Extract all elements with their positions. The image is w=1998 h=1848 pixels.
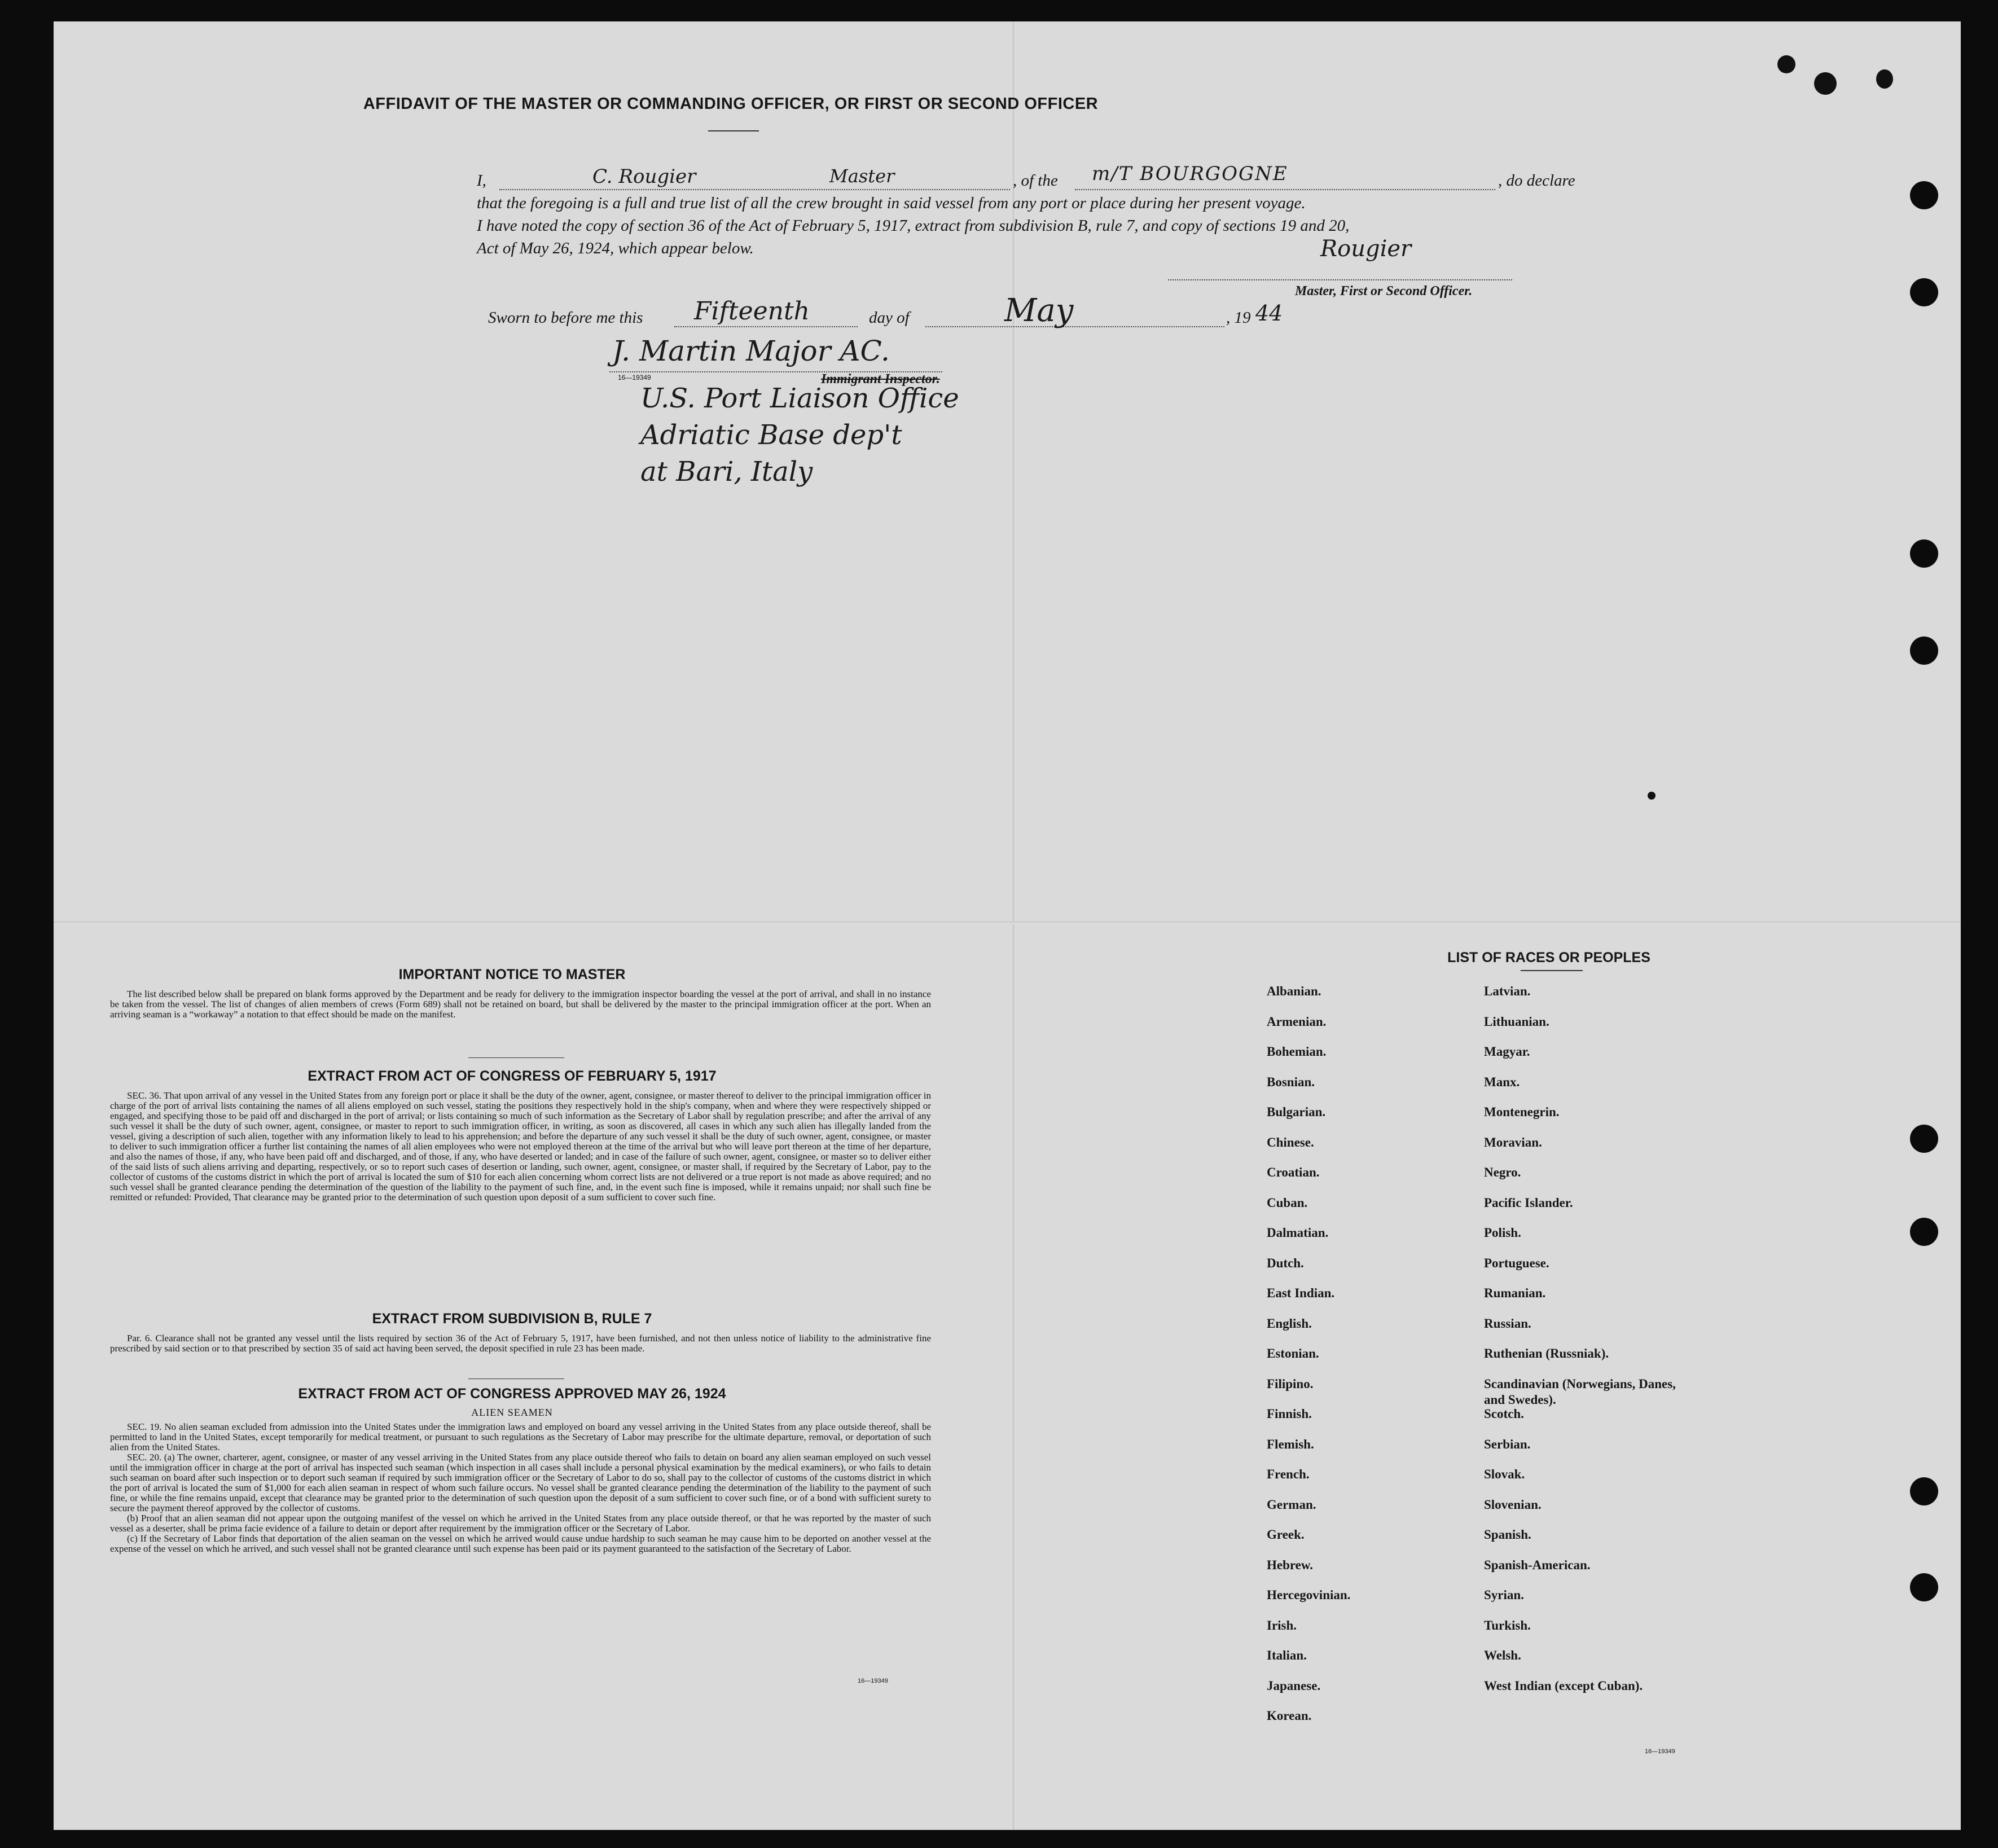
race-item: Italian. bbox=[1267, 1648, 1307, 1662]
races-left-column bbox=[1267, 984, 1350, 1739]
extract-1917-body: SEC. 36. That upon arrival of any vessel in the United States from any foreign port or place it shall be the duty of the owner, agent, consignee, or master thereof to deliver to the principal immigration officer in charge of the port of arrival lists containing the names of all aliens employed on such vessel, stating the positions they respectively hold in the ship's company, when and where they were respectively shipped or engaged, and specifying those to be paid off and discharged in the port of arrival; or lists containing so much of such information as the Secretary of Labor shall by regulation prescribe; and after the arrival of any such vessel it shall be the duty of such owner, agent, consignee, or master to report to such immigration officer, in writing, as soon as discovered, all cases in which any such alien has illegally landed from the vessel, giving a description of such alien, together with any information likely to lead to his apprehension; and before the departure of any such vessel it shall be the duty of such owner, agent, consignee, or master to deliver to such immigration officer a further list containing the names of all alien employees who were not employed thereon at the time of the arrival but who will leave port thereon at the time of her departure, and also the names of those, if any, who have been paid off and discharged, and of those, if any, who have deserted or landed; and in case of the failure of such owner, agent, consignee, or master so to deliver either of the said lists of such aliens arriving and departing, respectively, or so to report such cases of desertion or landing, such owner, agent, consignee, or master shall, if required by the Secretary of Labor, pay to the collector of customs of the customs district in which the port of arrival is located the sum of $10 for each alien concerning whom correct lists are not delivered or a true report is not made as above required; and no such vessel shall be granted clearance pending the determination of the question of the liability to the payment of such fine, and, in the event such fine is imposed, while it remains unpaid; nor shall such fine be remitted or refunded: Provided, That clearance may be granted prior to the determination of such question upon deposit of a sum sufficient to cover such fine. bbox=[110, 1090, 931, 1202]
extract-rule7-title: EXTRACT FROM SUBDIVISION B, RULE 7 bbox=[372, 1311, 652, 1327]
race-item: Scotch. bbox=[1484, 1407, 1524, 1421]
sworn-label: Sworn to before me this bbox=[488, 309, 643, 327]
race-item: Latvian. bbox=[1484, 984, 1531, 998]
extract-1924-title: EXTRACT FROM ACT OF CONGRESS APPROVED MAY 26, 1924 bbox=[298, 1386, 726, 1402]
race-item: Slovak. bbox=[1484, 1467, 1525, 1481]
master-signature: Rougier bbox=[1320, 236, 1412, 262]
of-the-label: , of the bbox=[1013, 172, 1058, 190]
race-item: Spanish-American. bbox=[1484, 1557, 1591, 1572]
affidavit-line-4: Act of May 26, 1924, which appear below. bbox=[477, 239, 754, 257]
race-item: Slovenian. bbox=[1484, 1497, 1542, 1512]
do-declare-label: , do declare bbox=[1498, 172, 1575, 190]
punch-hole bbox=[1910, 1573, 1938, 1601]
ink-blot bbox=[1814, 72, 1837, 95]
punch-hole bbox=[1910, 181, 1938, 209]
inspector-note-line-1: U.S. Port Liaison Office bbox=[640, 383, 959, 414]
extract-rule7-body: Par. 6. Clearance shall not be granted any vessel until the lists required by section 36 of the Act of February 5, 1917, have been furnished, and not then unless notice of liability to the administrative fine prescribed by said section or to that prescribed by section 35 of said act having been served, the deposit specified in rule 23 has been made. bbox=[110, 1333, 931, 1354]
race-item: Russian. bbox=[1484, 1316, 1531, 1331]
race-item: Ruthenian (Russniak). bbox=[1484, 1346, 1609, 1360]
race-item: Bosnian. bbox=[1267, 1074, 1315, 1089]
race-item: Turkish. bbox=[1484, 1618, 1531, 1632]
inspector-caption: Immigrant Inspector. bbox=[821, 372, 940, 387]
race-item: Bulgarian. bbox=[1267, 1105, 1326, 1119]
name-blank bbox=[499, 189, 1010, 190]
day-of-label: day of bbox=[869, 309, 910, 327]
punch-hole bbox=[1910, 1125, 1938, 1153]
month-blank bbox=[925, 326, 1224, 327]
race-item: German. bbox=[1267, 1497, 1316, 1512]
race-item: Estonian. bbox=[1267, 1346, 1319, 1360]
race-item: Scandinavian (Norwegians, Danes, and Swedes). bbox=[1484, 1376, 1676, 1407]
ink-blot bbox=[1876, 69, 1893, 89]
notice-form-number: 16—19349 bbox=[858, 1678, 888, 1684]
race-item: Serbian. bbox=[1484, 1437, 1531, 1451]
vessel-name-handwritten: m/T BOURGOGNE bbox=[1092, 163, 1288, 185]
race-item: Bohemian. bbox=[1267, 1044, 1327, 1059]
punch-hole bbox=[1910, 278, 1938, 306]
punch-hole bbox=[1910, 1477, 1938, 1505]
race-item: Manx. bbox=[1484, 1074, 1520, 1089]
race-item: Welsh. bbox=[1484, 1648, 1521, 1662]
race-item: West Indian (except Cuban). bbox=[1484, 1678, 1643, 1693]
sworn-day-blank bbox=[674, 326, 858, 327]
race-item: Filipino. bbox=[1267, 1376, 1314, 1391]
race-item: Croatian. bbox=[1267, 1165, 1320, 1179]
vessel-blank bbox=[1075, 189, 1495, 190]
race-item: Dalmatian. bbox=[1267, 1226, 1329, 1240]
title-rule bbox=[708, 130, 759, 131]
race-item: Negro. bbox=[1484, 1165, 1521, 1179]
sworn-day-handwritten: Fifteenth bbox=[694, 297, 810, 326]
race-item: Japanese. bbox=[1267, 1678, 1321, 1693]
race-item: Polish. bbox=[1484, 1226, 1521, 1240]
signature-caption: Master, First or Second Officer. bbox=[1295, 284, 1473, 299]
inspector-form-number: 16—19349 bbox=[618, 374, 651, 381]
month-handwritten: May bbox=[1004, 292, 1074, 329]
race-item: Irish. bbox=[1267, 1618, 1297, 1632]
punch-hole bbox=[1910, 637, 1938, 665]
races-title: LIST OF RACES OR PEOPLES bbox=[1447, 950, 1650, 965]
race-item: Lithuanian. bbox=[1484, 1014, 1549, 1029]
race-item: Dutch. bbox=[1267, 1256, 1304, 1270]
rank-handwritten: Master bbox=[829, 165, 895, 187]
fold-crease-horizontal bbox=[54, 921, 1961, 924]
notice-title: IMPORTANT NOTICE TO MASTER bbox=[398, 967, 626, 982]
ink-speck bbox=[1648, 792, 1656, 800]
races-title-rule bbox=[1521, 970, 1583, 971]
race-item: East Indian. bbox=[1267, 1286, 1335, 1300]
inspector-signature: J. Martin Major AC. bbox=[612, 335, 890, 367]
race-item: Korean. bbox=[1267, 1709, 1312, 1723]
race-item: Flemish. bbox=[1267, 1437, 1314, 1451]
race-item: Syrian. bbox=[1484, 1588, 1524, 1602]
affidavit-line-2: that the foregoing is a full and true list of all the crew brought in said vessel from any port or place during her present voyage. bbox=[477, 194, 1306, 212]
affidavit-line-3: I have noted the copy of section 36 of the Act of February 5, 1917, extract from subdivision B, rule 7, and copy of sections 19 and 20, bbox=[477, 217, 1350, 235]
ink-blot bbox=[1777, 55, 1795, 73]
notice-body: The list described below shall be prepared on blank forms approved by the Department and be ready for delivery to the immigration inspector boarding the vessel at the port of arrival, and shall in no instance be taken from the vessel. The list of changes of alien members of crews (Form 689) shall not be retained on board, but shall be delivered by the master to the principal immigration officer at the port. When an arriving seaman is a “workaway” a notation to that effect should be made on the manifest. bbox=[110, 989, 931, 1020]
inspector-note-line-2: Adriatic Base dep't bbox=[640, 419, 902, 451]
race-item: Montenegrin. bbox=[1484, 1105, 1560, 1119]
punch-hole bbox=[1910, 1218, 1938, 1246]
race-item: Rumanian. bbox=[1484, 1286, 1546, 1300]
race-item: Magyar. bbox=[1484, 1044, 1530, 1059]
section-divider bbox=[468, 1057, 564, 1058]
inspector-note-line-3: at Bari, Italy bbox=[640, 456, 813, 488]
race-item: Portuguese. bbox=[1484, 1256, 1549, 1270]
race-item: English. bbox=[1267, 1316, 1312, 1331]
race-item: Hebrew. bbox=[1267, 1557, 1313, 1572]
race-item: French. bbox=[1267, 1467, 1310, 1481]
race-item: Moravian. bbox=[1484, 1135, 1542, 1149]
extract-1917-title: EXTRACT FROM ACT OF CONGRESS OF FEBRUARY 5, 1917 bbox=[308, 1068, 717, 1084]
document-page bbox=[54, 21, 1961, 1830]
races-form-number: 16—19349 bbox=[1645, 1748, 1675, 1755]
master-name-handwritten: C. Rougier bbox=[592, 165, 696, 188]
year-handwritten: 44 bbox=[1255, 301, 1283, 326]
race-item: Albanian. bbox=[1267, 984, 1321, 998]
race-item: Cuban. bbox=[1267, 1195, 1308, 1210]
extract-1924-subtitle: ALIEN SEAMEN bbox=[471, 1407, 553, 1418]
year-prefix: , 19 bbox=[1226, 309, 1251, 327]
extract-1924-body: SEC. 19. No alien seaman excluded from admission into the United States under the immigration laws and employed on board any vessel arriving in the United States from any place outside thereof, shall be permitted to land in the United States, except temporarily for medical treatment, or pursuant to such regulations as the Secretary of Labor may prescribe for the ultimate departure, removal, or deportation of such alien from the United States. SEC. 20. (a) The owner, charterer, agent, consignee, or master of any vessel arriving in the United States from any place outside thereof who fails to detain on board any alien seaman employed on such vessel until the immigration officer in charge at the port of arrival has inspected such seaman (which inspection in all cases shall include a personal physical examination by the medical examiners), or who fails to detain such seaman on board after such inspection or to deport such seaman if required by such immigration officer or the Secretary of Labor to do so, shall pay to the collector of customs of the customs district in which the port of arrival is located the sum of $1,000 for each alien seaman in respect of whom such failure occurs. No vessel shall be granted clearance pending the determination of the liability to the payment of such fine, or while the fine remains unpaid, except that clearance may be granted prior to the determination of such question upon the deposit of a sum sufficient to cover such fine, or of a bond with sufficient surety to secure the payment thereof approved by the collector of customs. (b) Proof that an alien seaman did not appear upon the outgoing manifest of the vessel on which he arrived in the United States from any place outside thereof, or that he was reported by the master of such vessel as a deserter, shall be prima facie evidence of a failure to detain or deport after requirement by the immigration officer or the Secretary of Labor. (c) If the Secretary of Labor finds that deportation of the alien seaman on the vessel on which he arrived would cause undue hardship to such seaman he may cause him to be deported on another vessel at the expense of the vessel on which he arrived, and such vessel shall not be granted clearance until such expense has been paid or its payment guaranteed to the satisfaction of the Secretary of Labor. bbox=[110, 1421, 931, 1554]
punch-hole bbox=[1910, 539, 1938, 568]
race-item: Finnish. bbox=[1267, 1407, 1312, 1421]
race-item: Spanish. bbox=[1484, 1527, 1531, 1542]
race-item: Hercegovinian. bbox=[1267, 1588, 1351, 1602]
races-right-column bbox=[1484, 984, 1687, 1708]
race-item: Chinese. bbox=[1267, 1135, 1314, 1149]
race-item: Greek. bbox=[1267, 1527, 1305, 1542]
affidavit-title: AFFIDAVIT OF THE MASTER OR COMMANDING OFFICER, OR FIRST OR SECOND OFFICER bbox=[363, 95, 1099, 113]
affidavit-i-label: I, bbox=[477, 172, 486, 190]
race-item: Armenian. bbox=[1267, 1014, 1327, 1029]
race-item: Pacific Islander. bbox=[1484, 1195, 1573, 1210]
